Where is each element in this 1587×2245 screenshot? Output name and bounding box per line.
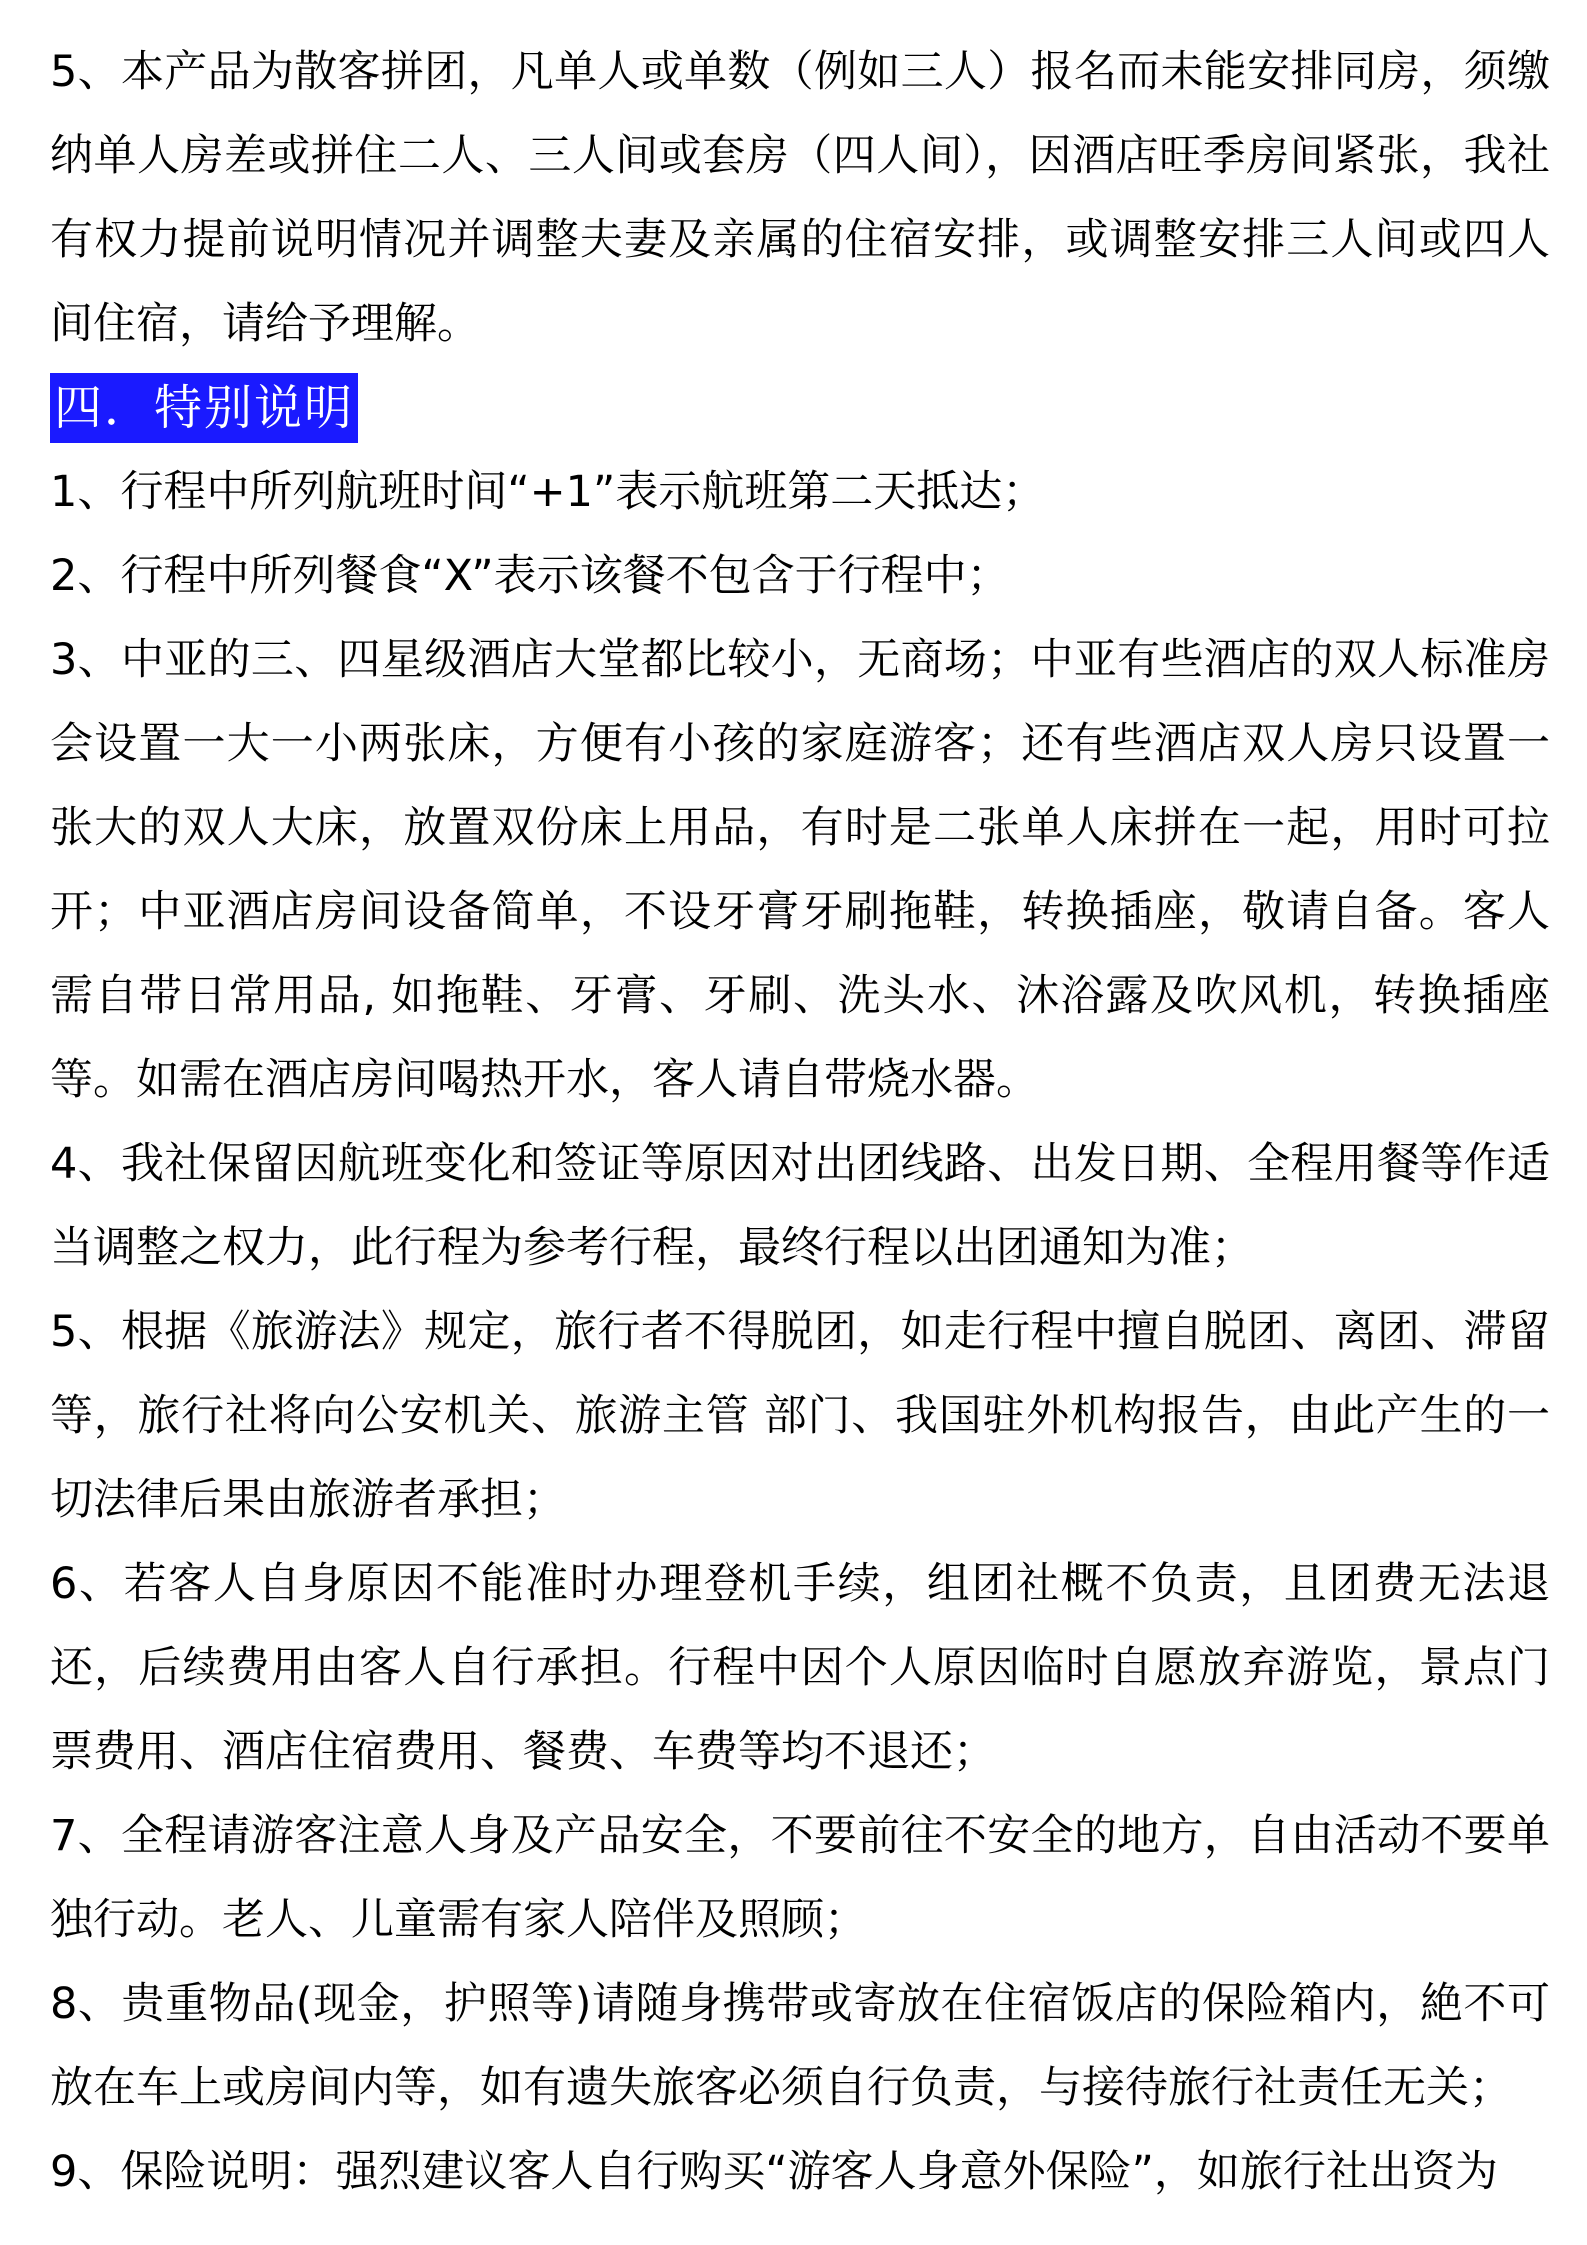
item-itinerary-adjustment: 4、我社保留因航班变化和签证等原因对出团线路、出发日期、全程用餐等作适当调整之权力，此行程为参考行程，最终行程以出团通知为准； <box>50 1139 1550 1273</box>
document-page <box>50 30 1550 2214</box>
item-valuables: 8、贵重物品(现金，护照等)请随身携带或寄放在住宿饭店的保险箱内，絶不可放在车上或房间内等，如有遗失旅客必须自行负责，与接待旅行社责任无关； <box>50 1979 1550 2113</box>
item-safety: 7、全程请游客注意人身及产品安全，不要前往不安全的地方，自由活动不要单独行动。老人、儿童需有家人陪伴及照顾； <box>50 1811 1550 1945</box>
item-flight-time-note: 1、行程中所列航班时间“+1”表示航班第二天抵达； <box>50 467 1046 517</box>
paragraph-room-arrangement: 5、本产品为散客拼团，凡单人或单数（例如三人）报名而未能安排同房，须缴纳单人房差或拼住二人、三人间或套房（四人间），因酒店旺季房间紧张，我社有权力提前说明情况并调整夫妻及亲属的住宿安排，或调整安排三人间或四人间住宿，请给予理解。 <box>50 47 1550 349</box>
item-tourism-law: 5、根据《旅游法》规定，旅行者不得脱团，如走行程中擅自脱团、离团、滞留等，旅行社将向公安机关、旅游主管 部门、我国驻外机构报告，由此产生的一切法律后果由旅游者承担； <box>50 1307 1550 1525</box>
item-insurance: 9、保险说明：强烈建议客人自行购买“游客人身意外保险”，如旅行社出资为 <box>50 2147 1498 2197</box>
item-meal-note: 2、行程中所列餐食“X”表示该餐不包含于行程中； <box>50 551 1010 601</box>
section-heading-wrapper <box>50 366 1550 450</box>
item-checkin-responsibility: 6、若客人自身原因不能准时办理登机手续，组团社概不负责，且团费无法退还，后续费用由客人自行承担。行程中因个人原因临时自愿放弃游览，景点门票费用、酒店住宿费用、餐费、车费等均不退还； <box>50 1559 1550 1777</box>
item-hotel-note: 3、中亚的三、四星级酒店大堂都比较小，无商场；中亚有些酒店的双人标准房会设置一大一小两张床，方便有小孩的家庭游客；还有些酒店双人房只设置一张大的双人大床，放置双份床上用品，有时是二张单人床拼在一起，用时可拉开；中亚酒店房间设备简单，不设牙膏牙刷拖鞋，转换插座，敬请自备。客人需自带日常用品, 如拖鞋、牙膏、牙刷、洗头水、沐浴露及吹风机，转换插座等。如需在酒店房间喝热开水，客人请自带烧水器。 <box>50 635 1550 1105</box>
section-heading: 四．特别说明 <box>50 373 358 443</box>
